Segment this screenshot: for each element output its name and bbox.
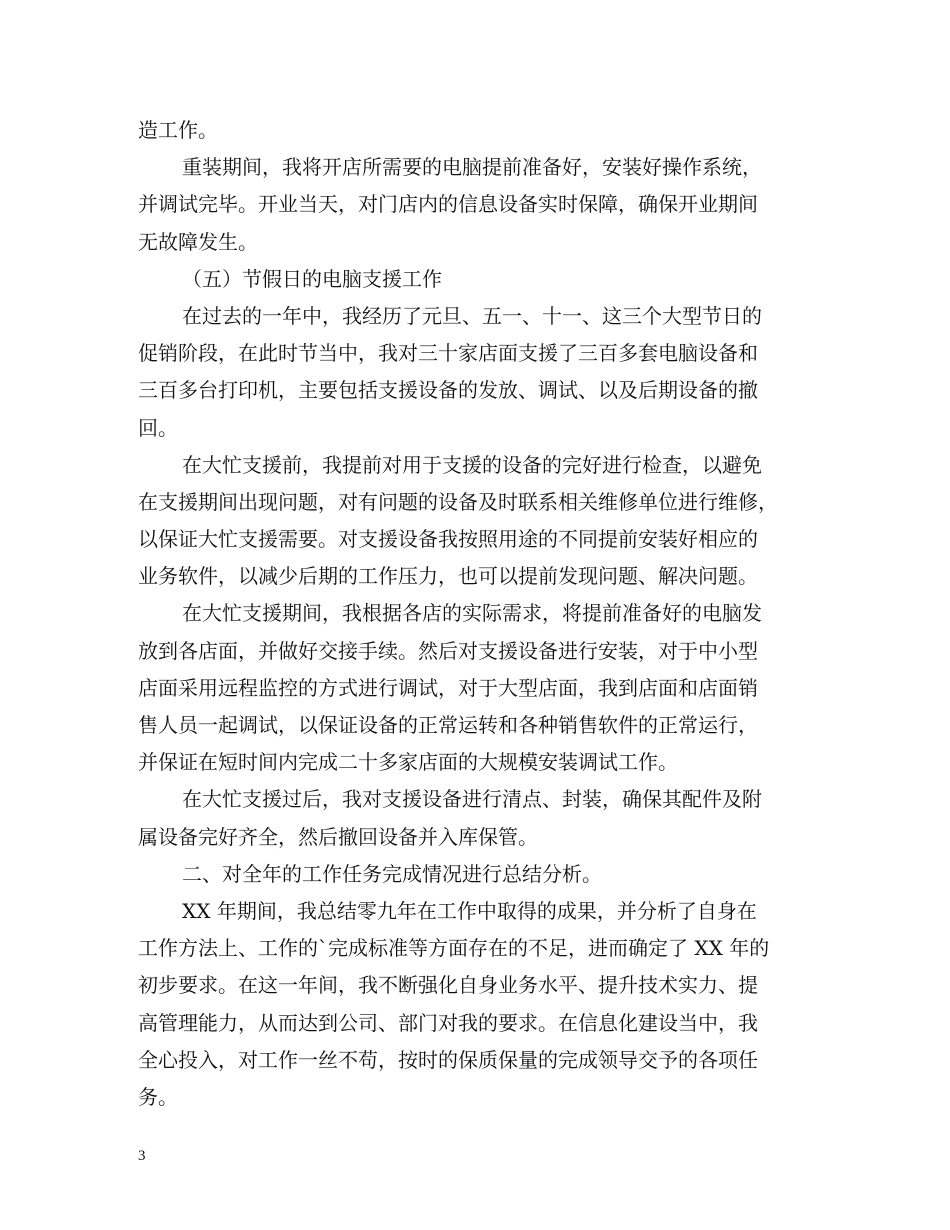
text-line: 工作方法上、工作的`完成标准等方面存在的不足，进而确定了 XX 年的 xyxy=(138,936,770,961)
page-number: 3 xyxy=(138,1148,146,1164)
text-line: 促销阶段，在此时节当中，我对三十家店面支援了三百多套电脑设备和 xyxy=(138,341,758,366)
text-line: 重装期间，我将开店所需要的电脑提前准备好，安装好操作系统， xyxy=(182,155,762,180)
text-line: 无故障发生。 xyxy=(138,229,258,254)
text-line: 业务软件，以减少后期的工作压力，也可以提前发现问题、解决问题。 xyxy=(138,564,758,589)
text-line: XX 年期间，我总结零九年在工作中取得的成果，并分析了自身在 xyxy=(182,898,757,923)
text-line: 三百多台打印机，主要包括支援设备的发放、调试、以及后期设备的撤 xyxy=(138,378,758,403)
text-line: 并保证在短时间内完成二十多家店面的大规模安装调试工作。 xyxy=(138,750,678,775)
text-line: 全心投入，对工作一丝不苟，按时的保质保量的完成领导交予的各项任 xyxy=(138,1047,758,1072)
text-line: 在支援期间出现问题，对有问题的设备及时联系相关维修单位进行维修， xyxy=(138,489,778,514)
text-line: 店面采用远程监控的方式进行调试，对于大型店面，我到店面和店面销 xyxy=(138,675,758,700)
text-line: 高管理能力，从而达到公司、部门对我的要求。在信息化建设当中，我 xyxy=(138,1010,758,1035)
text-line: 以保证大忙支援需要。对支援设备我按照用途的不同提前安装好相应的 xyxy=(138,527,758,552)
text-line: 在大忙支援期间，我根据各店的实际需求，将提前准备好的电脑发 xyxy=(182,601,762,626)
text-line: （五）节假日的电脑支援工作 xyxy=(182,266,442,291)
text-line: 回。 xyxy=(138,415,178,440)
text-line: 在过去的一年中，我经历了元旦、五一、十一、这三个大型节日的 xyxy=(182,303,762,328)
text-line: 在大忙支援过后，我对支援设备进行清点、封装，确保其配件及附 xyxy=(182,787,762,812)
text-line: 二、对全年的工作任务完成情况进行总结分析。 xyxy=(182,861,602,886)
text-line: 属设备完好齐全，然后撤回设备并入库保管。 xyxy=(138,824,538,849)
text-line: 并调试完毕。开业当天，对门店内的信息设备实时保障，确保开业期间 xyxy=(138,192,758,217)
text-line: 务。 xyxy=(138,1084,178,1109)
text-line: 售人员一起调试，以保证设备的正常运转和各种销售软件的正常运行， xyxy=(138,713,758,737)
text-line: 初步要求。在这一年间，我不断强化自身业务水平、提升技术实力、提 xyxy=(138,973,758,998)
text-line: 放到各店面，并做好交接手续。然后对支援设备进行安装，对于中小型 xyxy=(138,638,758,663)
text-line: 在大忙支援前，我提前对用于支援的设备的完好进行检查，以避免 xyxy=(182,452,762,477)
body-text xyxy=(138,112,818,1116)
text-line: 造工作。 xyxy=(138,118,218,142)
